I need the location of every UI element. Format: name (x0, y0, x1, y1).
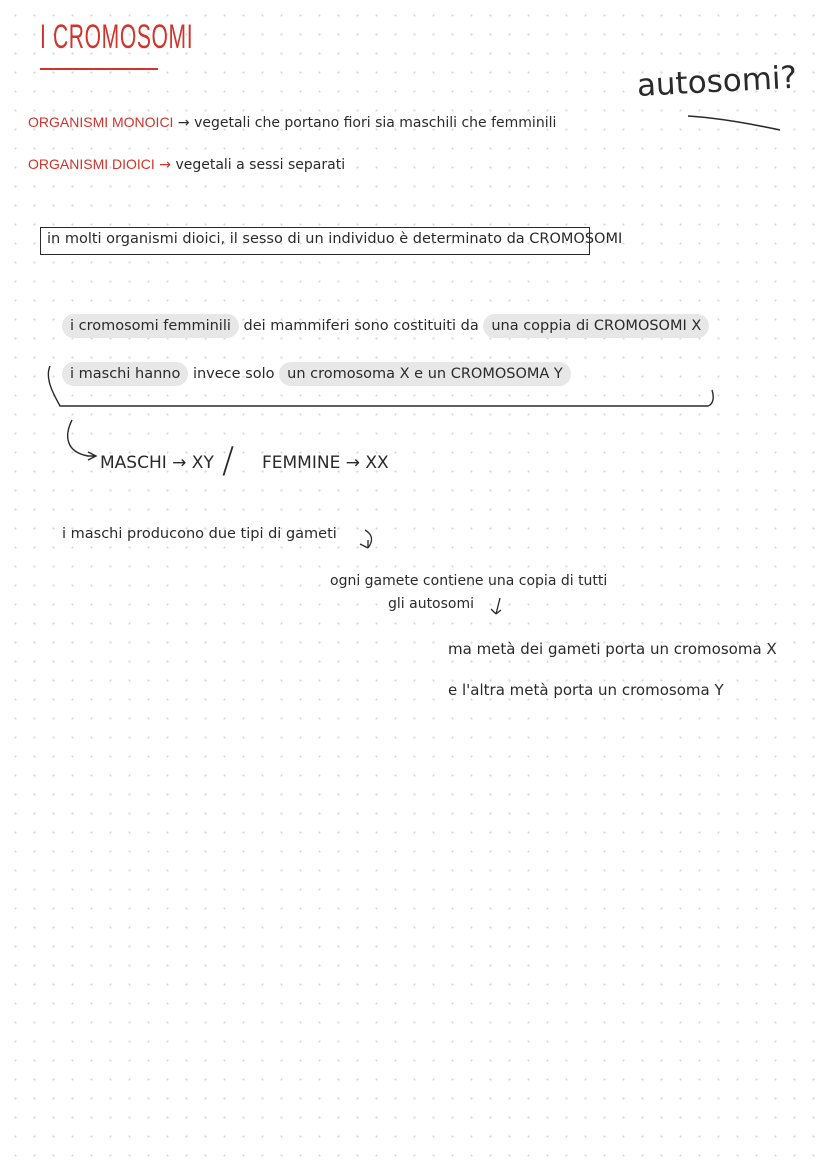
arrow-icon: → (159, 157, 171, 173)
hook-arrow-icon (68, 420, 96, 460)
half-note-line-2: e l'altra metà porta un cromosoma Y (448, 681, 724, 699)
summary-separator: / (222, 440, 235, 481)
side-note: autosomi? (636, 59, 798, 104)
half-note-line-1: ma metà dei gameti porta un cromosoma X (448, 640, 777, 658)
boxed-statement: in molti organismi dioici, il sesso di un individuo è determinato da CROMOSOMI (40, 227, 590, 255)
highlight: una coppia di CROMOSOMI X (483, 314, 709, 338)
side-note-underline (688, 116, 780, 130)
page-title: I CROMOSOMI (40, 18, 194, 56)
gamete-note-line-2: gli autosomi (388, 596, 475, 612)
gametes-line: i maschi producono due tipi di gameti (62, 526, 337, 542)
text: dei mammiferi (243, 318, 350, 334)
text: sono costituiti da (354, 318, 479, 334)
summary-females: FEMMINE → XX (262, 453, 389, 473)
text: invece solo (192, 366, 275, 382)
title-underline (40, 68, 158, 70)
definition-text: vegetali che portano fiori sia maschili che femminili (194, 115, 557, 131)
highlight: i cromosomi femminili (62, 314, 239, 338)
definition-term: ORGANISMI DIOICI (28, 156, 155, 172)
definition-dioici (28, 156, 345, 173)
down-arrow-icon (491, 598, 501, 614)
definition-term: ORGANISMI MONOICI (28, 114, 174, 130)
female-chromosomes-line (62, 318, 709, 334)
summary-males: MASCHI → XY (100, 453, 214, 473)
definition-text: vegetali a sessi separati (175, 157, 346, 173)
highlight: un cromosoma X e un CROMOSOMA Y (279, 362, 571, 386)
highlight: i maschi hanno (62, 362, 188, 386)
gamete-note-line-1: ogni gamete contiene una copia di tutti (330, 573, 608, 589)
definition-monoici (28, 114, 556, 131)
down-arrow-icon (360, 530, 372, 548)
male-chromosomes-line (62, 366, 571, 382)
arrow-icon: → (177, 115, 190, 131)
